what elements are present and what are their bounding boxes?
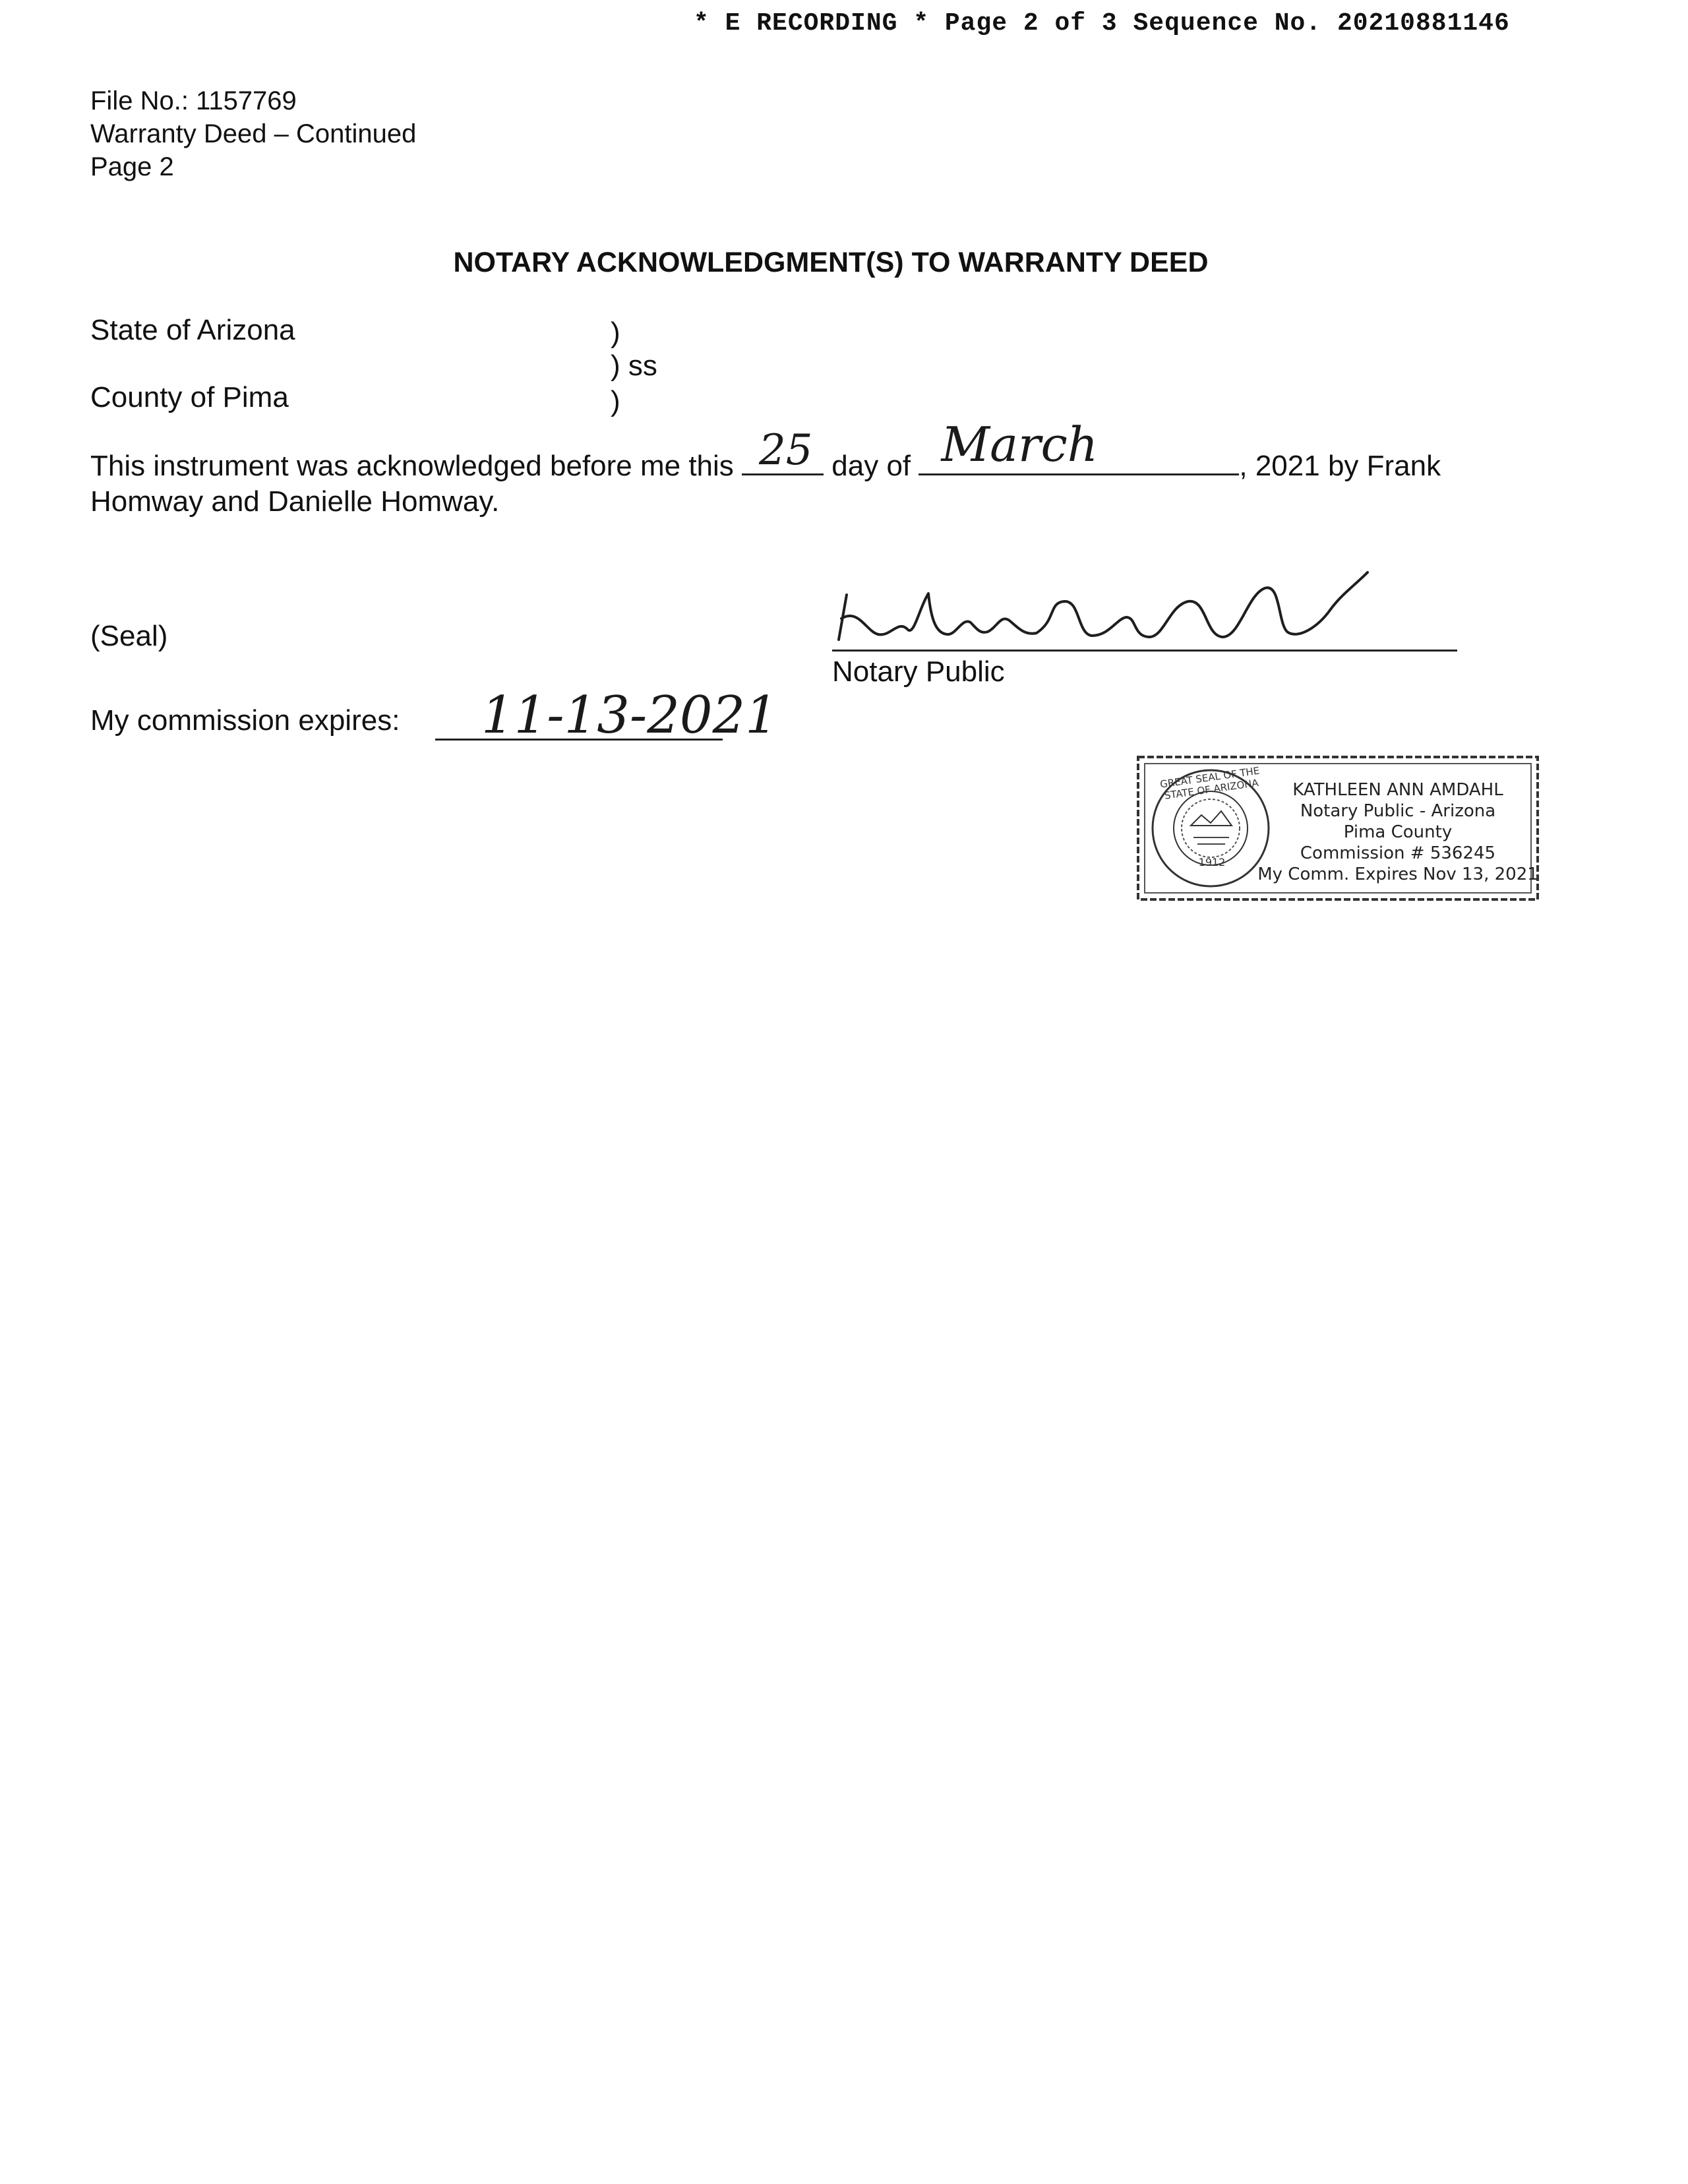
ack-prefix: This instrument was acknowledged before me this <box>90 450 734 482</box>
notary-stamp-text <box>1253 779 1543 885</box>
venue-county: County of Pima <box>90 381 289 413</box>
stamp-expiration: My Comm. Expires Nov 13, 2021 <box>1257 864 1538 884</box>
venue-state: State of Arizona <box>90 314 295 346</box>
notary-signature-line <box>832 650 1457 652</box>
venue-paren-3: ) <box>611 385 620 417</box>
day-blank <box>742 426 824 475</box>
stamp-commission-number: Commission # 536245 <box>1300 843 1496 863</box>
acknowledgment-line-2: Homway and Danielle Homway. <box>90 485 500 518</box>
stamp-name: KATHLEEN ANN AMDAHL <box>1292 780 1503 800</box>
seal-year: 1912 <box>1198 856 1226 868</box>
page-title: NOTARY ACKNOWLEDGMENT(S) TO WARRANTY DEED <box>453 247 1209 278</box>
recording-header: * E RECORDING * Page 2 of 3 Sequence No. 20210881146 <box>694 9 1510 38</box>
ack-suffix: , 2021 by Frank <box>1239 450 1441 482</box>
acknowledgment-line <box>90 417 1441 483</box>
seal-label: (Seal) <box>90 620 168 652</box>
seal-ring-text: GREAT SEAL OF THE STATE OF ARIZONA <box>1159 764 1261 802</box>
commission-label: My commission expires: <box>90 704 400 737</box>
notary-signature <box>832 554 1426 653</box>
month-blank <box>919 417 1239 475</box>
commission-date-handwritten: 11-13-2021 <box>481 686 778 745</box>
stamp-county: Pima County <box>1343 822 1453 842</box>
file-info-block <box>90 84 416 183</box>
page-number: Page 2 <box>90 152 174 181</box>
notary-public-label: Notary Public <box>832 655 1005 688</box>
venue-paren-ss: ) ss <box>611 349 657 382</box>
venue-paren-1: ) <box>611 317 620 349</box>
day-handwritten: 25 <box>759 426 813 475</box>
document-type: Warranty Deed – Continued <box>90 119 417 148</box>
ack-middle: day of <box>831 450 911 482</box>
month-handwritten: March <box>941 417 1099 472</box>
stamp-title: Notary Public - Arizona <box>1300 801 1496 821</box>
file-number: File No.: 1157769 <box>90 86 297 115</box>
